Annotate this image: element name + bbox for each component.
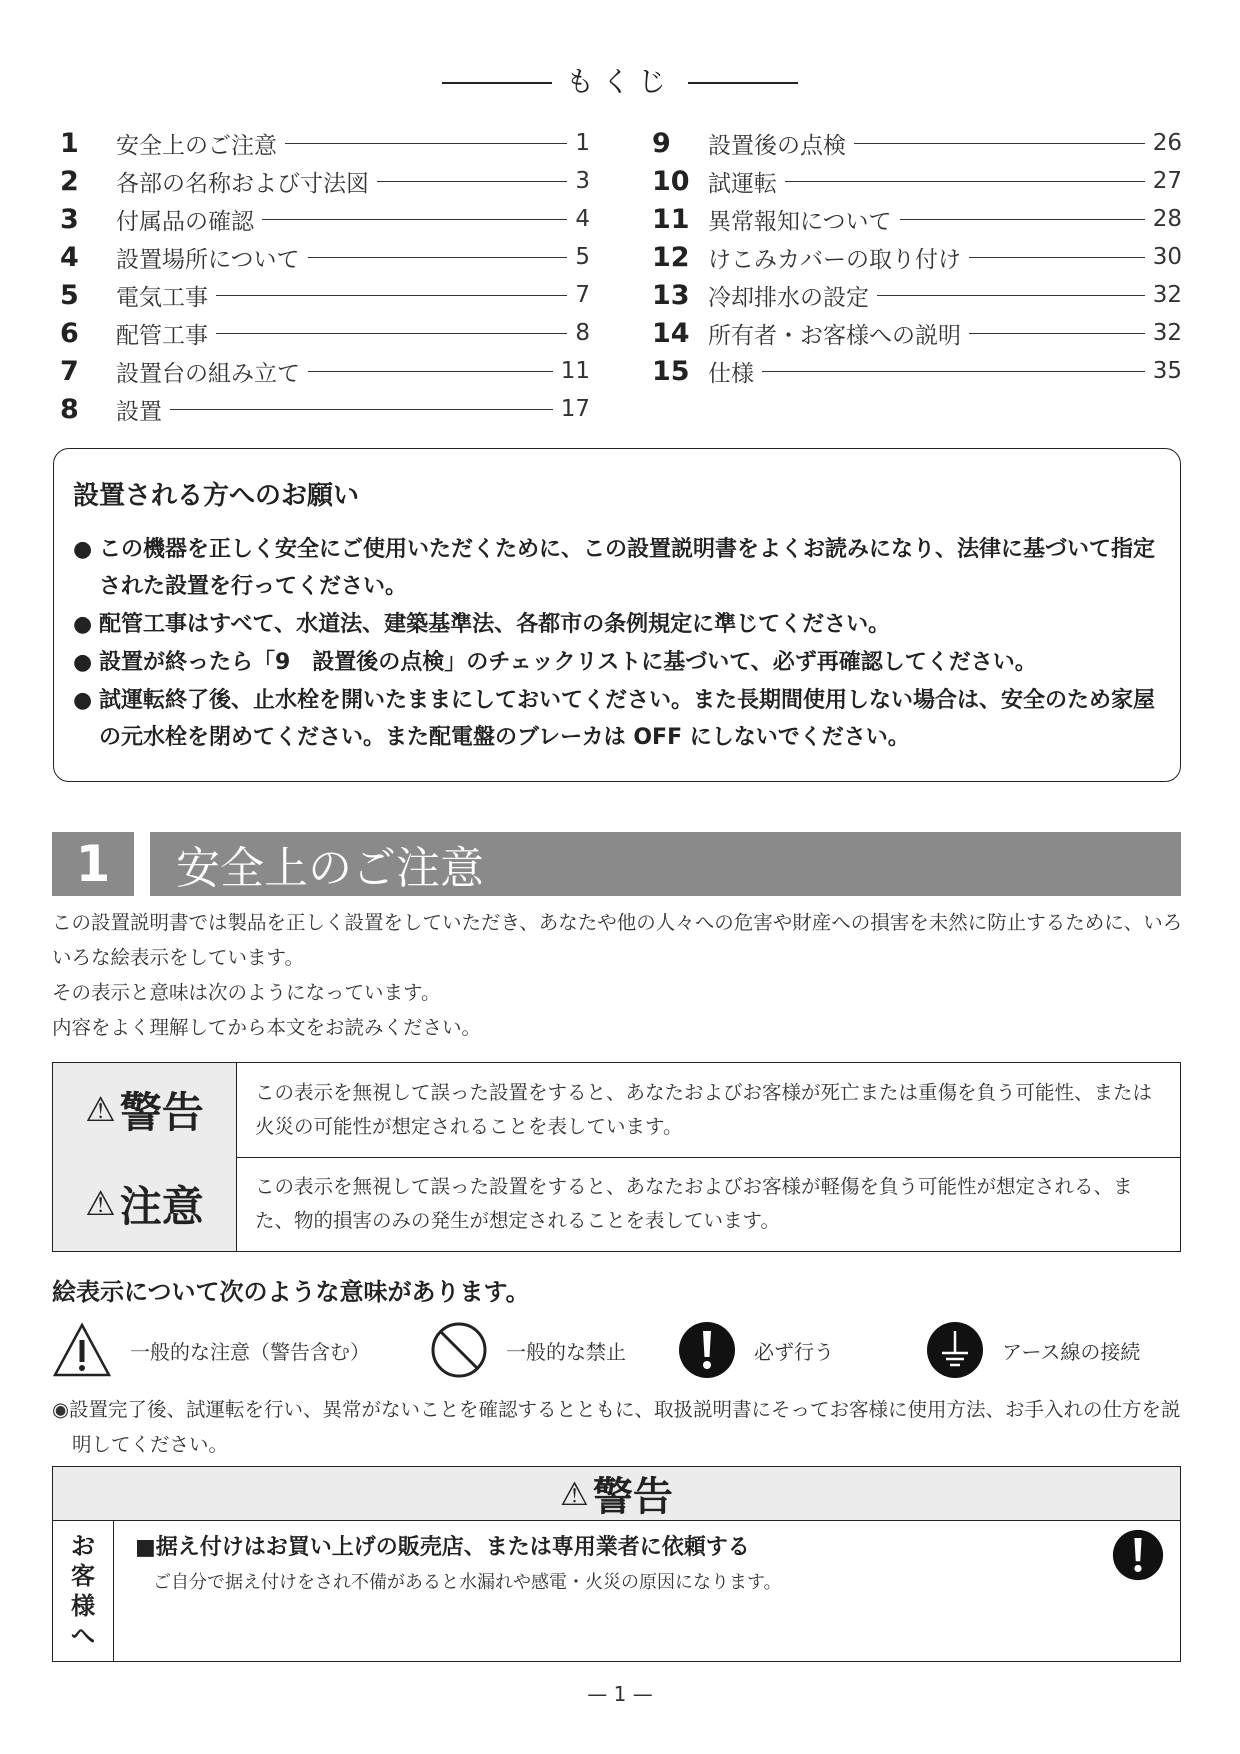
installation-note — [52, 1392, 1187, 1462]
toc-entry-label: 設置場所について — [116, 246, 300, 273]
toc-entry-page: 26 — [1152, 130, 1182, 156]
toc-entry-label: 異常報知について — [708, 208, 892, 235]
bullet-icon: ● — [73, 537, 93, 562]
toc-entry — [652, 352, 1182, 390]
toc-entry-number: 2 — [60, 165, 79, 197]
toc-entry-label: 所有者・お客様への説明 — [708, 322, 961, 349]
toc-entry-label: 設置台の組み立て — [116, 360, 300, 387]
toc-entry — [652, 124, 1182, 162]
request-item — [73, 531, 1163, 605]
page-number: — 1 — — [587, 1682, 653, 1706]
toc-entry-label: 設置後の点検 — [708, 132, 846, 159]
toc-title-rule-right — [688, 82, 798, 84]
toc-entry-number: 1 — [60, 127, 79, 159]
toc-entry-number: 5 — [60, 279, 79, 311]
request-list — [73, 531, 1163, 757]
earth-ground-icon — [926, 1321, 984, 1379]
request-item-text: この機器を正しく安全にご使用いただくために、この設置説明書をよくお読みになり、法律に基づいて指定された設置を行ってください。 — [99, 537, 1156, 599]
pictogram-caution-label: 一般的な注意（警告含む） — [130, 1339, 370, 1364]
section-title: 安全上のご注意 — [150, 832, 1181, 896]
request-item-text: 配管工事はすべて、水道法、建築基準法、各都市の条例規定に準じてください。 — [99, 612, 891, 637]
toc-entry — [60, 390, 590, 428]
toc-leader-line — [377, 181, 567, 182]
toc-entry — [60, 238, 590, 276]
toc-entry — [652, 200, 1182, 238]
toc-entry-number: 9 — [652, 127, 671, 159]
bullet-icon: ● — [73, 612, 93, 637]
toc-entry-number: 10 — [652, 165, 690, 197]
caution-row — [53, 1157, 1180, 1251]
side-label-char: 客 — [71, 1561, 95, 1590]
toc-entry-page: 3 — [575, 168, 590, 194]
toc-entry-page: 5 — [575, 244, 590, 270]
toc-entry-number: 13 — [652, 279, 690, 311]
toc-leader-line — [762, 371, 1145, 372]
bullet-icon: ● — [73, 688, 93, 713]
toc-entry — [60, 124, 590, 162]
caution-triangle-icon — [52, 1322, 112, 1378]
toc-entry-label: 安全上のご注意 — [116, 132, 277, 159]
toc-entry-page: 4 — [575, 206, 590, 232]
toc-entry — [60, 200, 590, 238]
toc-leader-line — [216, 333, 567, 334]
toc-title-text: もくじ — [565, 65, 674, 98]
intro-paragraph: その表示と意味は次のようになっています。 — [52, 981, 441, 1004]
toc-leader-line — [308, 371, 553, 372]
toc-entry-page: 1 — [575, 130, 590, 156]
toc-entry-page: 8 — [575, 320, 590, 346]
warning-item-title: ■据え付けはお買い上げの販売店、または専用業者に依頼する — [135, 1535, 750, 1560]
toc-entry-page: 27 — [1152, 168, 1182, 194]
note-mark-icon: ◉ — [52, 1398, 70, 1421]
warning-box-side-label — [53, 1520, 114, 1661]
pictogram-earth-label: アース線の接続 — [1002, 1339, 1141, 1364]
toc-leader-line — [785, 181, 1145, 182]
toc-entry-label: 付属品の確認 — [116, 208, 254, 235]
warning-item-description: ご自分で据え付けをされ不備があると水漏れや感電・火災の原因になります。 — [153, 1572, 782, 1593]
prohibition-icon — [430, 1321, 488, 1379]
pictogram-heading: 絵表示について次のような意味があります。 — [52, 1278, 530, 1306]
toc-entry — [60, 162, 590, 200]
toc-entry — [60, 276, 590, 314]
toc-entry-page: 32 — [1152, 282, 1182, 308]
toc-title-rule-left — [442, 82, 552, 84]
request-title: 設置される方へのお願い — [73, 481, 360, 511]
toc-entry-label: 冷却排水の設定 — [708, 284, 869, 311]
toc-entry-label: 各部の名称および寸法図 — [116, 170, 369, 197]
caution-description: この表示を無視して誤った設置をすると、あなたおよびお客様が軽傷を負う可能性が想定される、また、物的損害のみの発生が想定されることを表しています。 — [255, 1175, 1133, 1232]
intro-paragraph: この設置説明書では製品を正しく設置をしていただき、あなたや他の人々への危害や財産への損害を未然に防止するために、いろいろな絵表示をしています。 — [52, 911, 1183, 969]
toc-entry — [60, 314, 590, 352]
request-item-text: 設置が終ったら「9 設置後の点検」のチェックリストに基づいて、必ず再確認してください。 — [99, 650, 1037, 675]
toc-entry-page: 7 — [575, 282, 590, 308]
toc-leader-line — [262, 219, 567, 220]
toc-leader-line — [969, 333, 1145, 334]
toc-entry — [652, 276, 1182, 314]
pictogram-prohibition — [430, 1320, 626, 1380]
pictogram-prohibition-label: 一般的な禁止 — [506, 1339, 626, 1364]
toc-entry-page: 32 — [1152, 320, 1182, 346]
toc-entry-page: 17 — [560, 396, 590, 422]
toc-entry — [652, 238, 1182, 276]
side-label-char: へ — [71, 1621, 95, 1650]
toc-entry-number: 3 — [60, 203, 79, 235]
toc-entry-label: 配管工事 — [116, 322, 208, 349]
toc-entry-page: 28 — [1152, 206, 1182, 232]
pictogram-mandatory-label: 必ず行う — [754, 1339, 834, 1364]
toc-leader-line — [900, 219, 1145, 220]
toc-entry-label: 設置 — [116, 398, 162, 425]
intro-paragraph: 内容をよく理解してから本文をお読みください。 — [52, 1016, 482, 1039]
warning-triangle-icon: ⚠ — [560, 1474, 589, 1513]
toc-entry-number: 14 — [652, 317, 690, 349]
warning-description: この表示を無視して誤った設置をすると、あなたおよびお客様が死亡または重傷を負う可能性、または火災の可能性が想定されることを表しています。 — [255, 1081, 1153, 1138]
toc-leader-line — [854, 143, 1145, 144]
toc-entry-number: 7 — [60, 355, 79, 387]
toc-left-column — [60, 124, 590, 428]
toc-entry-page: 35 — [1152, 358, 1182, 384]
toc-leader-line — [969, 257, 1145, 258]
pictogram-mandatory — [678, 1320, 834, 1380]
warning-box-header — [53, 1467, 1180, 1521]
pictogram-legend — [52, 1320, 1187, 1380]
warning-triangle-icon: ⚠ — [85, 1090, 116, 1130]
toc-right-column — [652, 124, 1182, 390]
toc-entry — [60, 352, 590, 390]
toc-entry-number: 8 — [60, 393, 79, 425]
toc-leader-line — [170, 409, 553, 410]
toc-entry-label: 試運転 — [708, 170, 777, 197]
section-number: 1 — [52, 832, 134, 896]
signal-word-table — [52, 1062, 1181, 1252]
customer-warning-box — [52, 1466, 1181, 1662]
warning-label — [53, 1063, 237, 1157]
section-intro — [52, 905, 1187, 1045]
side-label-char: お — [71, 1531, 95, 1560]
toc-entry-page: 11 — [560, 358, 590, 384]
toc-entry-number: 15 — [652, 355, 690, 387]
caution-label-text: 注意 — [119, 1182, 204, 1231]
bullet-icon: ● — [73, 650, 93, 675]
toc-entry — [652, 162, 1182, 200]
pictogram-earth — [926, 1320, 1140, 1380]
toc-title — [0, 60, 1240, 100]
toc-entry-label: 電気工事 — [116, 284, 208, 311]
toc-leader-line — [308, 257, 568, 258]
caution-label — [53, 1157, 237, 1251]
request-item — [73, 606, 1163, 643]
warning-box-title: 警告 — [592, 1474, 673, 1520]
toc-entry-number: 12 — [652, 241, 690, 273]
toc-entry-label: 仕様 — [708, 360, 754, 387]
toc-entry-page: 30 — [1152, 244, 1182, 270]
request-item — [73, 644, 1163, 681]
request-item — [73, 682, 1163, 756]
toc-entry — [652, 314, 1182, 352]
toc-leader-line — [877, 295, 1145, 296]
toc-entry-number: 6 — [60, 317, 79, 349]
mandatory-icon — [1112, 1529, 1164, 1581]
pictogram-caution — [52, 1320, 370, 1380]
toc-leader-line — [285, 143, 567, 144]
side-label-char: 様 — [71, 1591, 95, 1620]
toc-entry-number: 11 — [652, 203, 690, 235]
mandatory-icon — [678, 1321, 736, 1379]
warning-label-text: 警告 — [119, 1088, 204, 1137]
toc-entry-number: 4 — [60, 241, 79, 273]
warning-row — [53, 1063, 1180, 1158]
caution-triangle-icon: ⚠ — [85, 1184, 116, 1224]
installer-request-box — [53, 448, 1181, 782]
toc-entry-label: けこみカバーの取り付け — [708, 246, 961, 273]
toc-leader-line — [216, 295, 567, 296]
note-text: 設置完了後、試運転を行い、異常がないことを確認するとともに、取扱説明書にそってお客様に使用方法、お手入れの仕方を説明してください。 — [69, 1398, 1181, 1456]
request-item-text: 試運転終了後、止水栓を開いたままにしておいてください。また長期間使用しない場合は、安全のため家屋の元水栓を閉めてください。また配電盤のブレーカは OFF にしないでください。 — [99, 688, 1156, 750]
